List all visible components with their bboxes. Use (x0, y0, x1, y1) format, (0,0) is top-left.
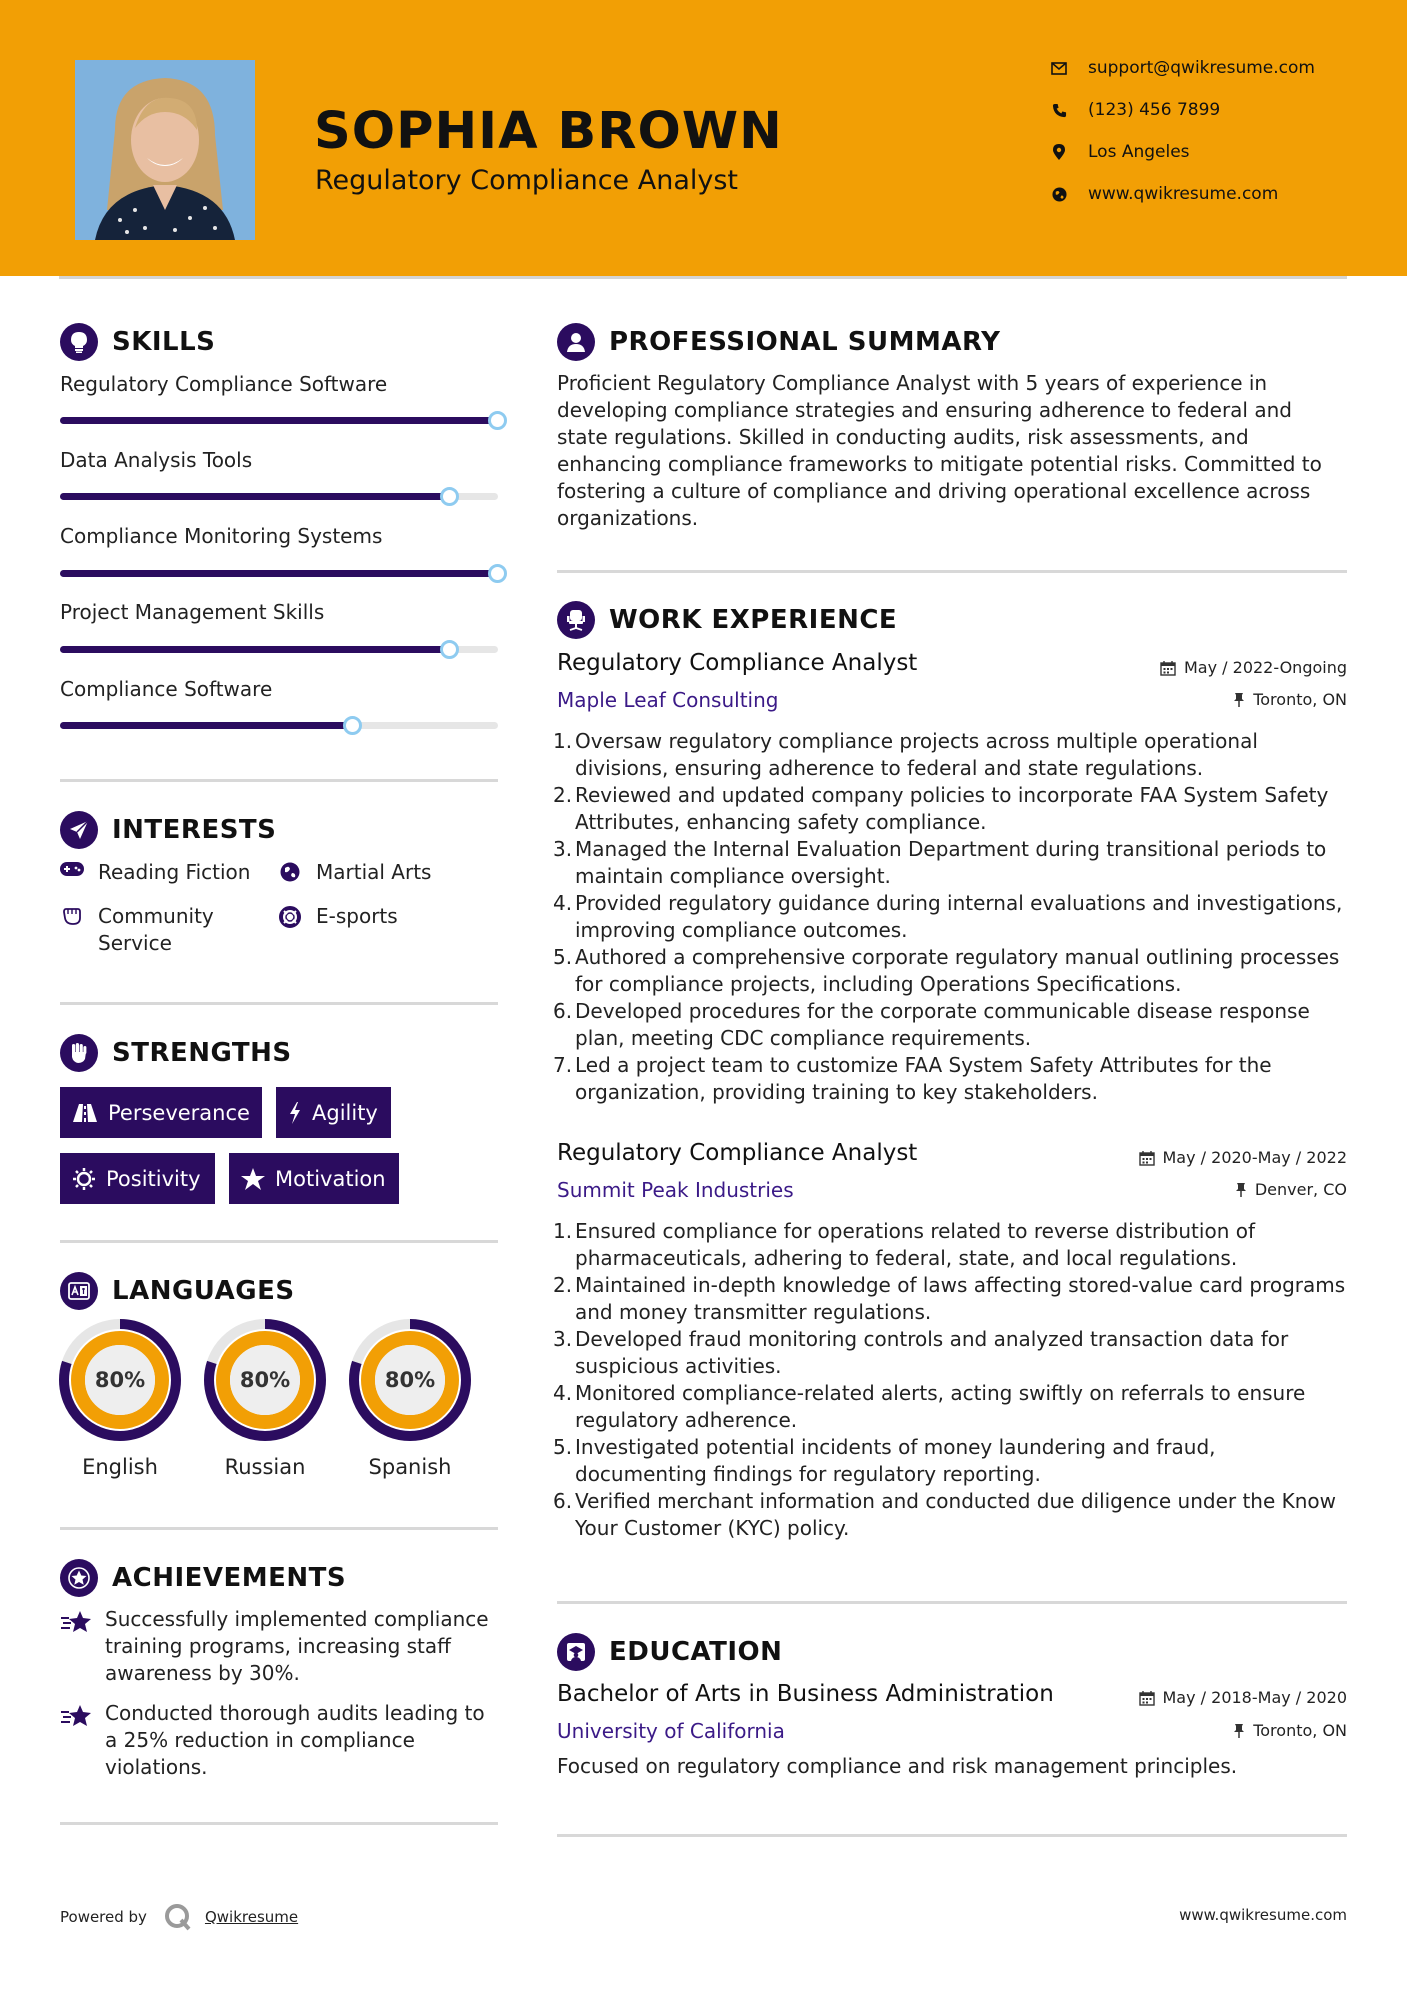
job-bullets (553, 728, 1353, 1106)
education-dates: May / 2018-May / 2020 (1139, 1688, 1348, 1707)
paper-plane-icon (60, 811, 98, 849)
shooting-star-icon (60, 1606, 94, 1687)
skill-bar-knob (488, 564, 507, 583)
language-ring (348, 1318, 472, 1442)
section-divider (60, 1002, 498, 1005)
skill-bar (60, 722, 498, 729)
footer-brand: Powered by Qwikresume (60, 1902, 298, 1932)
list-item: 3. Managed the Internal Evaluation Department during transitional periods to maintain compliance oversight. (553, 837, 1327, 888)
language-icon (60, 1272, 98, 1310)
strength-tag: Positivity (60, 1153, 215, 1204)
section-divider (60, 1822, 498, 1825)
job-dates: May / 2020-May / 2022 (1139, 1148, 1348, 1167)
strengths-heading: STRENGTHS (60, 1034, 292, 1072)
globe-icon (278, 859, 302, 886)
language-name: English (82, 1455, 158, 1479)
contact-website[interactable]: www.qwikresume.com (1050, 184, 1370, 204)
list-item: 1. Oversaw regulatory compliance projects across multiple operational divisions, ensuring adherence to federal and state regulations. (553, 729, 1258, 780)
skill-bar-knob (488, 411, 507, 430)
language-ring (203, 1318, 327, 1442)
achievement-item: Successfully implemented compliance training programs, increasing staff awareness by 30%. (60, 1606, 500, 1687)
lifering-icon (278, 903, 302, 930)
summary-heading: PROFESSIONAL SUMMARY (557, 323, 1000, 361)
bolt-icon (288, 1102, 302, 1124)
job-dates: May / 2022-Ongoing (1160, 658, 1347, 677)
job-location: Toronto, ON (1233, 690, 1347, 709)
envelope-icon (1050, 59, 1068, 77)
graduate-icon (557, 1633, 595, 1671)
hand-icon (60, 903, 84, 957)
candidate-title: Regulatory Compliance Analyst (315, 165, 738, 196)
pushpin-icon (1233, 692, 1245, 708)
fist-icon (60, 1034, 98, 1072)
education-heading: EDUCATION (557, 1633, 782, 1671)
achievements-heading: ACHIEVEMENTS (60, 1559, 346, 1597)
lightbulb-icon (60, 323, 98, 361)
education-degree: Bachelor of Arts in Business Administration (557, 1681, 1054, 1707)
sun-icon (72, 1167, 96, 1191)
summary-text: Proficient Regulatory Compliance Analyst with 5 years of experience in developing compliance strategies and ensuring adherence to federal and state regulations. Skilled in conducting audits, risk assessments, and enhancing compliance frameworks to mitigate potential risks. Committed to fostering a culture of compliance and driving operational excellence across organizations. (557, 371, 1322, 530)
header (0, 0, 1407, 276)
interest-item: Community Service (60, 903, 270, 957)
language-ring (58, 1318, 182, 1442)
language-percent: 80% (384, 1368, 436, 1392)
skill-bar-fill (60, 646, 450, 653)
list-item: 4. Monitored compliance-related alerts, acting swiftly on referrals to ensure regulatory adherence. (553, 1381, 1306, 1432)
section-divider (60, 1527, 498, 1530)
skill-bar-knob (343, 716, 362, 735)
strength-tag: Perseverance (60, 1087, 262, 1138)
job-title: Regulatory Compliance Analyst (557, 1140, 918, 1166)
list-item: 2. Maintained in-depth knowledge of laws affecting stored-value card programs and money transmitter regulations. (553, 1273, 1346, 1324)
language-percent: 80% (94, 1368, 146, 1392)
skill-label: Compliance Software (60, 677, 273, 701)
skills-heading: SKILLS (60, 323, 215, 361)
education-description: Focused on regulatory compliance and risk management principles. (557, 1754, 1238, 1778)
skill-label: Compliance Monitoring Systems (60, 524, 383, 548)
skill-bar (60, 570, 498, 577)
section-divider (60, 779, 498, 782)
skill-label: Data Analysis Tools (60, 448, 253, 472)
strength-tag: Agility (276, 1087, 391, 1138)
skill-bar-fill (60, 493, 450, 500)
experience-heading: WORK EXPERIENCE (557, 601, 897, 639)
skill-bar-fill (60, 722, 353, 729)
section-divider (557, 1601, 1347, 1604)
education-school: University of California (557, 1719, 785, 1743)
education-location: Toronto, ON (1233, 1721, 1347, 1740)
office-chair-icon (557, 601, 595, 639)
achievement-item: Conducted thorough audits leading to a 25% reduction in compliance violations. (60, 1700, 500, 1781)
road-icon (72, 1103, 98, 1123)
contact-phone[interactable]: (123) 456 7899 (1050, 100, 1370, 120)
interests-heading: INTERESTS (60, 811, 276, 849)
interest-item: Martial Arts (278, 859, 498, 886)
list-item: 3. Developed fraud monitoring controls and analyzed transaction data for suspicious activities. (553, 1327, 1289, 1378)
gamepad-icon (60, 859, 84, 886)
phone-icon (1050, 101, 1068, 119)
interest-item: E-sports (278, 903, 498, 930)
job-company: Summit Peak Industries (557, 1178, 794, 1202)
shooting-star-icon (60, 1700, 94, 1781)
list-item: 4. Provided regulatory guidance during internal evaluations and investigations, improving compliance outcomes. (553, 891, 1343, 942)
globe-icon (1050, 185, 1068, 203)
interest-item: Reading Fiction (60, 859, 270, 886)
list-item: 1. Ensured compliance for operations related to reverse distribution of pharmaceuticals, adhering to federal, state, and local regulations. (553, 1219, 1255, 1270)
strength-tag: Motivation (229, 1153, 399, 1204)
list-item: 5. Authored a comprehensive corporate regulatory manual outlining processes for compliance projects, including Operations Specifications. (553, 945, 1340, 996)
list-item: 7. Led a project team to customize FAA System Safety Attributes for the organization, providing training to key stakeholders. (553, 1053, 1272, 1104)
language-percent: 80% (239, 1368, 291, 1392)
pushpin-icon (1233, 1723, 1245, 1739)
map-marker-icon (1050, 143, 1068, 161)
candidate-name: SOPHIA BROWN (314, 102, 783, 161)
calendar-icon (1139, 1690, 1155, 1706)
list-item: 5. Investigated potential incidents of money laundering and fraud, documenting findings for regulatory reporting. (553, 1435, 1216, 1486)
star-icon (241, 1168, 265, 1190)
header-divider (59, 276, 1347, 279)
skill-bar (60, 646, 498, 653)
job-location: Denver, CO (1235, 1180, 1347, 1199)
job-company: Maple Leaf Consulting (557, 688, 779, 712)
list-item: 6. Developed procedures for the corporate communicable disease response plan, meeting CDC compliance requirements. (553, 999, 1310, 1050)
section-divider (557, 1834, 1347, 1837)
language-name: Russian (224, 1455, 306, 1479)
calendar-icon (1139, 1150, 1155, 1166)
skill-bar (60, 417, 498, 424)
section-divider (60, 1240, 498, 1243)
qwikresume-logo-icon (163, 1902, 193, 1932)
skill-bar-fill (60, 417, 498, 424)
skill-bar (60, 493, 498, 500)
section-divider (557, 570, 1347, 573)
job-bullets (553, 1218, 1353, 1542)
skill-label: Regulatory Compliance Software (60, 372, 388, 396)
job-title: Regulatory Compliance Analyst (557, 650, 918, 676)
calendar-icon (1160, 660, 1176, 676)
skill-bar-knob (440, 640, 459, 659)
contact-email[interactable]: support@qwikresume.com (1050, 58, 1370, 78)
pushpin-icon (1235, 1182, 1247, 1198)
skill-bar-knob (440, 487, 459, 506)
star-badge-icon (60, 1559, 98, 1597)
list-item: 2. Reviewed and updated company policies to incorporate FAA System Safety Attributes, enhancing safety compliance. (553, 783, 1329, 834)
languages-heading: LANGUAGES (60, 1272, 295, 1310)
language-name: Spanish (368, 1455, 452, 1479)
profile-photo (75, 60, 255, 240)
skill-label: Project Management Skills (60, 600, 325, 624)
qwikresume-link[interactable]: Qwikresume (204, 1908, 299, 1926)
footer-website[interactable]: www.qwikresume.com (1179, 1906, 1347, 1924)
list-item: 6. Verified merchant information and conducted due diligence under the Know Your Customer (KYC) policy. (553, 1489, 1337, 1540)
skill-bar-fill (60, 570, 498, 577)
user-icon (557, 323, 595, 361)
contact-location: Los Angeles (1050, 142, 1370, 162)
